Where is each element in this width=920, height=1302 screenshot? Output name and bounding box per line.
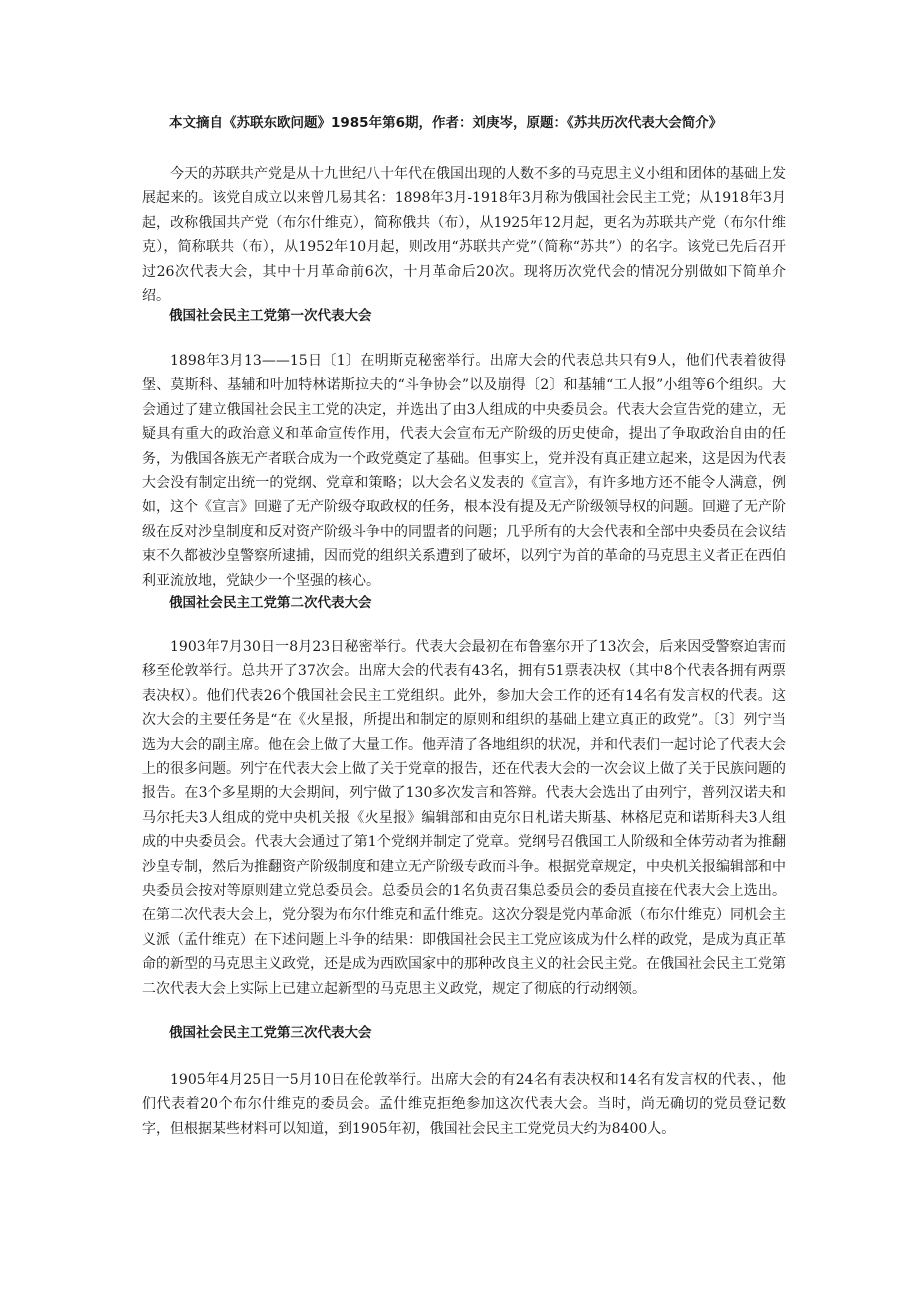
section-heading-1: 俄国社会民主工党第一次代表大会	[169, 308, 372, 324]
section-heading-3: 俄国社会民主工党第三次代表大会	[169, 1025, 372, 1041]
source-note: 本文摘自《苏联东欧问题》1985年第6期，作者：刘庚岑，原题：《苏共历次代表大会简介》	[169, 115, 723, 131]
section-body-2: 1903年7月30日一8月23日秘密举行。代表大会最初在布鲁塞尔开了13次会，后来因受警察迫害而移至伦敦举行。总共开了37次会。出席大会的代表有43名，拥有51票表决权（其中8个代表各拥有两票表决权）。他们代表26个俄国社会民主工党组织。此外，参加大会工作的还有14名有发言权的代表。这次大会的主要任务是“在《火星报，所提出和制定的原则和组织的基础上建立真正的政党”。〔3〕列宁当选为大会的副主席。他在会上做了大量工作。他弄清了各地组织的状况，并和代表们一起讨论了代表大会上的很多问题。列宁在代表大会上做了关于党章的报告，还在代表大会的一次会议上做了关于民族问题的报告。在3个多星期的大会期间，列宁做了130多次发言和答辩。代表大会选出了由列宁，普列汉诺夫和马尔托夫3人组成的党中央机关报《火星报》编辑部和由克尔日札诺夫斯基、林格尼克和诺斯科夫3人组成的中央委员会。代表大会通过了第1个党纲并制定了党章。党纲号召俄国工人阶级和全体劳动者为推翻沙皇专制，然后为推翻资产阶级制度和建立无产阶级专政而斗争。根据党章规定，中央机关报编辑部和中央委员会按对等原则建立党总委员会。总委员会的1名负责召集总委员会的委员直接在代表大会上选出。在第二次代表大会上，党分裂为布尔什维克和孟什维克。这次分裂是党内革命派（布尔什维克）同机会主义派（孟什维克）在下述问题上斗争的结果：即俄国社会民主工党应该成为什么样的政党，是成为真正革命的新型的马克思主义政党，还是成为西欧国家中的那种改良主义的社会民主党。在俄国社会民主工党第二次代表大会上实际上已建立起新型的马克思主义政党，规定了彻底的行动纲领。	[142, 639, 786, 997]
section-body-3: 1905年4月25日一5月10日在伦敦举行。出席大会的有24名有表决权和14名有发言权的代表、，他们代表着20个布尔什维克的委员会。孟什维克拒绝参加这次代表大会。当时，尚无确切的党员登记数字，但根据某些材料可以知道，到1905年初，俄国社会民主工党党员大约为8400人。	[142, 1072, 786, 1137]
intro-paragraph: 今天的苏联共产党是从十九世纪八十年代在俄国出现的人数不多的马克思主义小组和团体的基础上发展起来的。该党自成立以来曾几易其名：1898年3月-1918年3月称为俄国社会民主工党；从1918年3月起，改称俄国共产党（布尔什维克），简称俄共（布），从1925年12月起，更名为苏联共产党（布尔什维克），简称联共（布），从1952年10月起，则改用“苏联共产党”（简称“苏共”）的名字。该党已先后召开过26次代表大会，其中十月革命前6次，十月革命后20次。现将历次党代会的情况分别做如下简单介绍。	[142, 166, 786, 305]
section-heading-2: 俄国社会民主工党第二次代表大会	[169, 595, 372, 611]
section-body-1: 1898年3月13——15日〔1〕在明斯克秘密举行。出席大会的代表总共只有9人，他们代表着彼得堡、莫斯科、基辅和叶加特林诺斯拉夫的“斗争协会”以及崩得〔2〕和基辅“工人报”小组等6个组织。大会通过了建立俄国社会民主工党的决定，并选出了由3人组成的中央委员会。代表大会宣告党的建立，无疑具有重大的政治意义和革命宣传作用，代表大会宣布无产阶级的历史使命，提出了争取政治自由的任务，为俄国各族无产者联合成为一个政党奠定了基础。但事实上，党并没有真正建立起来，这是因为代表大会没有制定出统一的党纲、党章和策略；以大会名义发表的《宣言》，有许多地方还不能令人满意，例如，这个《宣言》回避了无产阶级夺取政权的任务，根本没有提及无产阶级领导权的问题。回避了无产阶级在反对沙皇制度和反对资产阶级斗争中的同盟者的问题；几乎所有的大会代表和全部中央委员在会议结束不久都被沙皇警察所逮捕，因而党的组织关系遭到了破坏，以列宁为首的革命的马克思主义者正在西伯利亚流放地，党缺少一个坚强的核心。	[142, 353, 786, 589]
